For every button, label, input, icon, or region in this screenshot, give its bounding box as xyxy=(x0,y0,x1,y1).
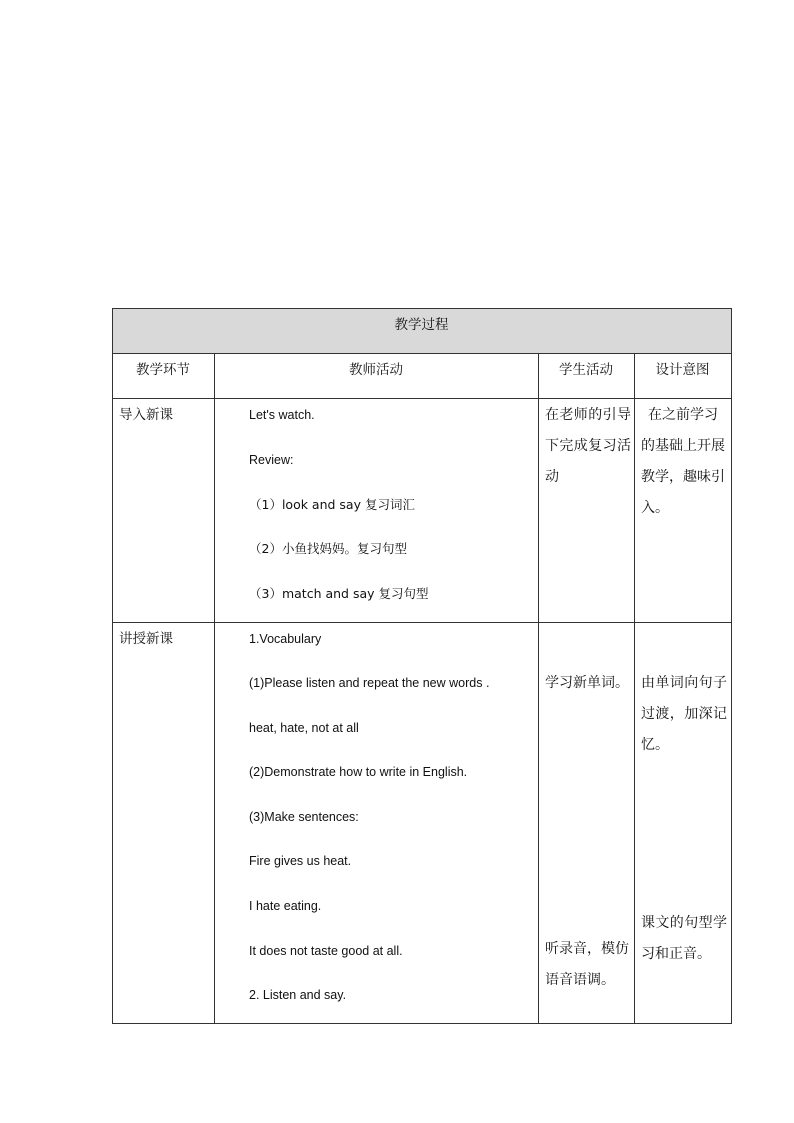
row1-design-intent: 在之前学习的基础上开展教学，趣味引入。 xyxy=(641,407,725,516)
row2-teacher-line: It does not taste good at all. xyxy=(249,944,403,958)
header-teacher-activity: 教师活动 xyxy=(349,362,403,378)
row2-stage: 讲授新课 xyxy=(119,631,173,647)
row2-student-activity-listen: 听录音，模仿语音语调。 xyxy=(545,941,629,988)
row1-teacher-line: Let's watch. xyxy=(249,408,315,422)
row2-design-intent-text: 课文的句型学习和正音。 xyxy=(641,915,727,962)
header-stage: 教学环节 xyxy=(136,362,190,378)
row2-design-intent-vocab: 由单词向句子过渡，加深记忆。 xyxy=(641,675,727,753)
row2-teacher-line: I hate eating. xyxy=(249,899,322,913)
row2-teacher-line: 2. Listen and say. xyxy=(249,988,347,1002)
row1-student-activity: 在老师的引导下完成复习活动 xyxy=(545,407,631,485)
header-design-intent: 设计意图 xyxy=(655,362,710,378)
row2-teacher-line: (1)Please listen and repeat the new words . xyxy=(249,676,490,690)
row2-teacher-line: (3)Make sentences: xyxy=(249,810,359,824)
row1-teacher-line: （1）look and say 复习词汇 xyxy=(249,497,415,512)
table-title: 教学过程 xyxy=(394,317,449,333)
row2-teacher-line: 1.Vocabulary xyxy=(249,632,322,646)
row1-stage: 导入新课 xyxy=(119,407,173,423)
row2-student-activity-vocab: 学习新单词。 xyxy=(545,675,629,691)
header-student-activity: 学生活动 xyxy=(559,362,613,378)
row2-teacher-line: heat, hate, not at all xyxy=(249,721,359,735)
row2-teacher-line: Fire gives us heat. xyxy=(249,854,352,868)
row2-teacher-line: (2)Demonstrate how to write in English. xyxy=(249,765,468,779)
row1-teacher-line: （3）match and say 复习句型 xyxy=(249,586,429,601)
row1-teacher-line: Review: xyxy=(249,453,294,467)
row1-teacher-line: （2）小鱼找妈妈。复习句型 xyxy=(249,541,407,556)
